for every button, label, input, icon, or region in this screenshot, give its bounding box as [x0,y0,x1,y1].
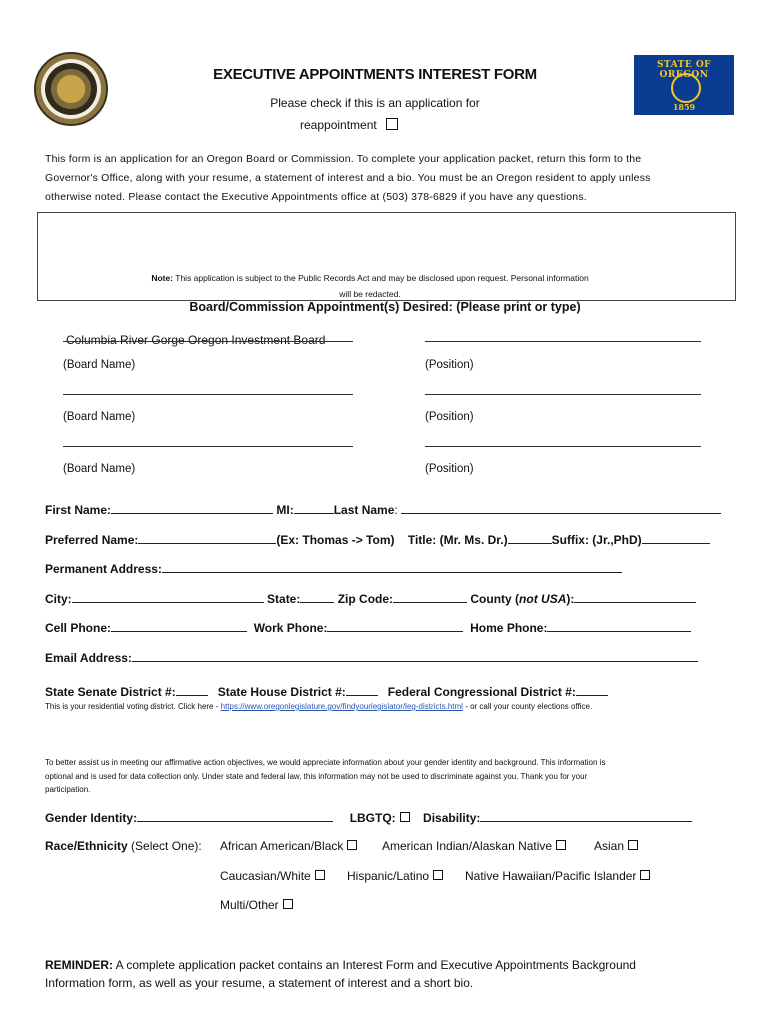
oregon-flag [634,55,734,115]
phone-row [45,620,691,635]
position-line-2[interactable] [425,394,701,395]
board-name-value-1[interactable]: Columbia River Gorge Oregon Investment Board [66,333,326,347]
affirmative-line: optional and is used for data collection only. Under state and federal law, this information may not be used to discriminate against you. Thank you for your [45,771,588,781]
first-name-label: First Name: [45,503,112,517]
reminder-text: A complete application packet contains an Interest Form and Executive Appointments Background [113,958,636,972]
race-option-label: Hispanic/Latino [347,869,430,883]
permanent-address-field[interactable] [162,561,622,573]
preferred-example: (Ex: Thomas -> Tom) [276,533,395,547]
house-field[interactable] [346,684,378,696]
house-label: State House District #: [217,685,346,699]
county-field[interactable] [574,591,696,603]
note-text-2: will be redacted. [339,289,401,299]
board-name-line-1[interactable] [63,341,353,342]
zip-label: Zip Code: [337,592,394,606]
state-field[interactable] [300,591,334,603]
reappointment-checkbox[interactable] [386,118,398,130]
position-label: (Position) [425,359,474,371]
board-name-line-3[interactable] [63,446,353,447]
board-name-label: (Board Name) [63,359,136,371]
race-label-row [45,839,202,853]
race-option-checkbox[interactable] [640,870,650,880]
city-label: City: [45,592,72,606]
preferred-row [45,532,710,547]
email-row [45,650,698,665]
race-option-checkbox[interactable] [628,840,638,850]
race-option-checkbox[interactable] [347,840,357,850]
district-note [45,702,592,711]
mi-label: MI: [276,503,294,517]
race-option[interactable] [347,869,443,883]
gender-row [45,810,692,825]
race-option-label: Native Hawaiian/Pacific Islander [465,869,637,883]
last-name-field[interactable] [401,502,721,514]
federal-field[interactable] [576,684,608,696]
affirmative-line: To better assist us in meeting our affirmative action objectives, we would appreciate information about your gender identity and background. This information is [45,758,606,767]
district-row [45,684,608,699]
board-name-label: (Board Name) [63,463,136,475]
position-label: (Position) [425,411,474,423]
race-option-label: Multi/Other [220,898,279,912]
race-option-checkbox[interactable] [556,840,566,850]
cell-phone-field[interactable] [111,620,247,632]
intro-line: This form is an application for an Oregon Board or Commission. To complete your application packet, return this form to the [45,153,642,165]
form-title: EXECUTIVE APPOINTMENTS INTEREST FORM [213,66,537,83]
race-option-checkbox[interactable] [283,899,293,909]
city-field[interactable] [72,591,264,603]
race-option-label: African American/Black [220,839,344,853]
disability-field[interactable] [480,810,692,822]
disability-label: Disability: [423,811,481,825]
note-text: This application is subject to the Public Records Act and may be disclosed upon request. Personal information [173,273,589,283]
position-line-1[interactable] [425,341,701,342]
reminder-text-2: Information form, as well as your resume, a statement of interest and a short bio. [45,976,474,990]
intro-line: otherwise noted. Please contact the Executive Appointments office at (503) 378-6829 if you have any questions. [45,191,587,203]
race-option-checkbox[interactable] [315,870,325,880]
preferred-name-field[interactable] [138,532,276,544]
mi-field[interactable] [294,502,334,514]
city-row [45,591,696,606]
name-row: First Name: MI: Last Name: [45,502,721,517]
federal-label: Federal Congressional District #: [387,685,576,699]
state-label: State: [267,592,301,606]
race-option-label: Asian [594,839,625,853]
flag-emblem-icon [671,73,701,103]
first-name-field[interactable] [111,502,273,514]
zip-field[interactable] [393,591,467,603]
note-label: Note: [151,273,174,283]
address-row [45,561,622,576]
intro-line: Governor's Office, along with your resume, a statement of interest and a bio. You must be an Oregon resident to apply unless [45,172,651,184]
intro-paragraph [45,150,735,207]
district-note-text: This is your residential voting district. Click here - [45,702,221,711]
title-field[interactable] [508,532,552,544]
race-option-label: American Indian/Alaskan Native [382,839,553,853]
race-option[interactable] [465,869,650,883]
reminder-label: REMINDER: [45,958,113,972]
work-phone-field[interactable] [327,620,463,632]
oregon-state-seal [34,52,108,126]
reappointment-label: reappointment [300,118,377,132]
flag-year: 1859 [672,102,696,112]
lbgtq-checkbox[interactable] [400,812,410,822]
board-section-heading: Board/Commission Appointment(s) Desired: (Please print or type) [189,300,581,314]
position-line-3[interactable] [425,446,701,447]
race-option[interactable] [220,839,357,853]
affirmative-action-paragraph [45,756,735,797]
email-label: Email Address: [45,651,132,665]
suffix-label: Suffix: (Jr.,PhD) [551,533,642,547]
race-option[interactable] [382,839,566,853]
senate-field[interactable] [176,684,208,696]
race-option[interactable] [220,869,325,883]
work-phone-label: Work Phone: [253,621,328,635]
race-option-label: Caucasian/White [220,869,311,883]
position-label: (Position) [425,463,474,475]
affirmative-line: participation. [45,785,91,794]
permanent-address-label: Permanent Address: [45,562,162,576]
reappointment-prompt: Please check if this is an application for [270,96,480,110]
district-link[interactable]: https://www.oregonlegislature.gov/findyourlegislator/leg-districts.html [220,702,463,711]
county-label: County (not USA): [470,592,575,606]
title-label: Title: (Mr. Ms. Dr.) [407,533,508,547]
email-field[interactable] [132,650,698,662]
race-option-checkbox[interactable] [433,870,443,880]
lbgtq-label: LBGTQ: [349,811,396,825]
home-phone-field[interactable] [547,620,691,632]
flag-title: STATE OF OREGON [656,60,712,80]
board-name-label: (Board Name) [63,411,136,423]
race-option[interactable] [220,898,293,912]
preferred-name-label: Preferred Name: [45,533,139,547]
public-records-note [90,270,650,302]
cell-phone-label: Cell Phone: [45,621,112,635]
senate-label: State Senate District #: [45,685,176,699]
last-name-label: Last Name [333,503,395,517]
district-note-text-2: - or call your county elections office. [462,702,593,711]
race-hint: (Select One): [127,839,202,853]
race-option[interactable] [594,839,638,853]
reminder-paragraph [45,956,735,992]
gender-field[interactable] [137,810,333,822]
reappointment-row [300,118,398,132]
gender-label: Gender Identity: [45,811,138,825]
suffix-field[interactable] [642,532,710,544]
home-phone-label: Home Phone: [470,621,548,635]
race-label: Race/Ethnicity [45,839,128,853]
board-name-line-2[interactable] [63,394,353,395]
